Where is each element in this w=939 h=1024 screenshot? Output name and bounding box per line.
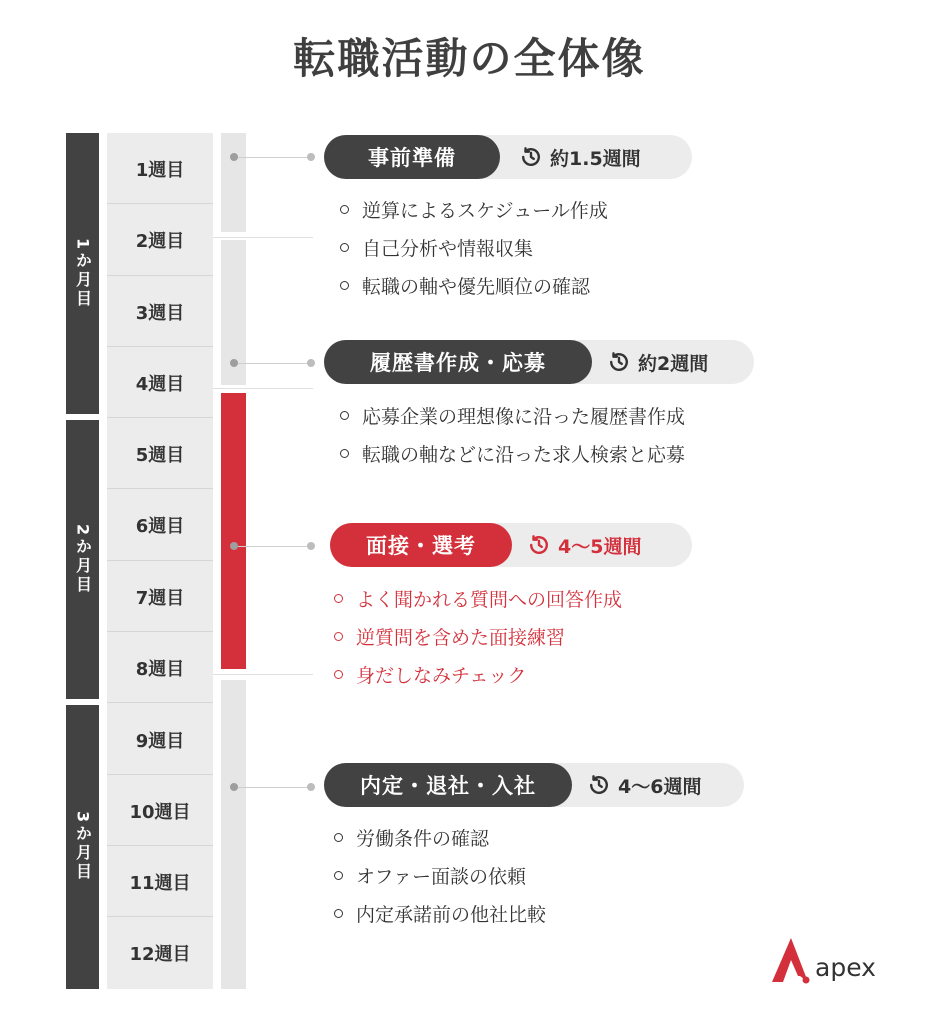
list-item-text: 労働条件の確認 <box>356 827 490 850</box>
week-label: 1週目 <box>135 159 185 181</box>
list-item <box>334 655 622 693</box>
connector-dot <box>307 783 315 791</box>
clock-icon <box>528 534 550 556</box>
phase-bar-prep <box>221 133 246 232</box>
bullet-icon <box>334 909 343 918</box>
duration-text: 4〜5週間 <box>558 535 642 558</box>
list-item <box>334 617 622 655</box>
connector-dot <box>307 153 315 161</box>
page-title: 転職活動の全体像 <box>293 34 646 83</box>
week-label: 12週目 <box>129 943 191 965</box>
month-label: 2か月目 <box>73 523 93 596</box>
list-item-text: 逆質問を含めた面接練習 <box>356 626 566 649</box>
phase-offer-items <box>334 818 546 932</box>
month-label: 1か月目 <box>73 237 93 310</box>
clock-icon <box>588 774 610 796</box>
month-2 <box>66 420 99 699</box>
week-label: 10週目 <box>129 801 191 823</box>
bullet-icon <box>340 449 349 458</box>
list-item-text: 自己分析や情報収集 <box>362 237 534 260</box>
list-item <box>340 396 685 434</box>
week-label: 7週目 <box>135 587 185 609</box>
connector-line <box>238 157 308 158</box>
clock-icon <box>520 146 542 168</box>
week-label: 8週目 <box>135 658 185 680</box>
week-label: 9週目 <box>135 730 185 752</box>
week-label: 6週目 <box>135 515 185 537</box>
clock-icon <box>608 351 630 373</box>
connector-dot <box>307 359 315 367</box>
phase-duration <box>520 135 641 179</box>
list-item <box>334 818 546 856</box>
duration-text: 約2週間 <box>638 352 709 375</box>
bullet-icon <box>334 670 343 679</box>
bullet-icon <box>340 205 349 214</box>
phase-name: 内定・退社・入社 <box>324 763 572 807</box>
list-item <box>340 190 608 228</box>
phase-prep-items <box>340 190 608 304</box>
month-label: 3か月目 <box>73 811 93 883</box>
guide-line <box>213 388 313 389</box>
list-item <box>340 434 685 472</box>
bullet-icon <box>334 594 343 603</box>
bullet-icon <box>340 281 349 290</box>
guide-line <box>213 237 313 238</box>
logo-text: apex <box>815 953 876 982</box>
list-item-text: 内定承諾前の他社比較 <box>356 903 547 926</box>
week-label: 3週目 <box>135 302 185 324</box>
connector-dot <box>230 542 238 550</box>
bullet-icon <box>334 632 343 641</box>
phase-duration <box>608 340 708 384</box>
week-label: 11週目 <box>129 872 191 894</box>
list-item-text: 身だしなみチェック <box>356 664 527 687</box>
connector-dot <box>307 542 315 550</box>
phase-application-items <box>340 396 685 472</box>
connector-dot <box>230 783 238 791</box>
connector-line <box>238 787 308 788</box>
guide-line <box>213 674 313 675</box>
list-item <box>334 579 622 617</box>
bullet-icon <box>340 243 349 252</box>
bullet-icon <box>334 833 343 842</box>
phase-bar-interview <box>221 393 246 669</box>
month-1 <box>66 133 99 414</box>
phase-duration <box>588 763 701 807</box>
list-item <box>340 266 608 304</box>
list-item-text: よく聞かれる質問への回答作成 <box>356 588 623 611</box>
list-item <box>334 856 546 894</box>
list-item-text: オファー面談の依頼 <box>356 865 527 888</box>
apex-logo-icon <box>770 936 812 986</box>
duration-text: 4〜6週間 <box>618 775 702 798</box>
phase-bar-offer <box>221 680 246 989</box>
apex-logo <box>770 936 876 986</box>
list-item-text: 応募企業の理想像に沿った履歴書作成 <box>362 405 686 428</box>
phase-duration <box>528 523 641 567</box>
bullet-icon <box>340 411 349 420</box>
phase-name: 履歴書作成・応募 <box>324 340 592 384</box>
connector-dot <box>230 153 238 161</box>
duration-text: 約1.5週間 <box>550 147 641 170</box>
phase-name: 面接・選考 <box>330 523 512 567</box>
list-item-text: 転職の軸や優先順位の確認 <box>362 275 591 298</box>
connector-dot <box>230 359 238 367</box>
phase-name: 事前準備 <box>324 135 500 179</box>
phase-interview-items <box>334 579 622 693</box>
connector-line <box>238 363 308 364</box>
week-label: 4週目 <box>135 373 185 395</box>
month-3 <box>66 705 99 989</box>
bullet-icon <box>334 871 343 880</box>
connector-line <box>238 546 308 547</box>
list-item <box>334 894 546 932</box>
week-label: 2週目 <box>135 230 185 252</box>
list-item-text: 転職の軸などに沿った求人検索と応募 <box>362 443 686 466</box>
week-label: 5週目 <box>135 444 185 466</box>
list-item-text: 逆算によるスケジュール作成 <box>362 199 608 222</box>
list-item <box>340 228 608 266</box>
